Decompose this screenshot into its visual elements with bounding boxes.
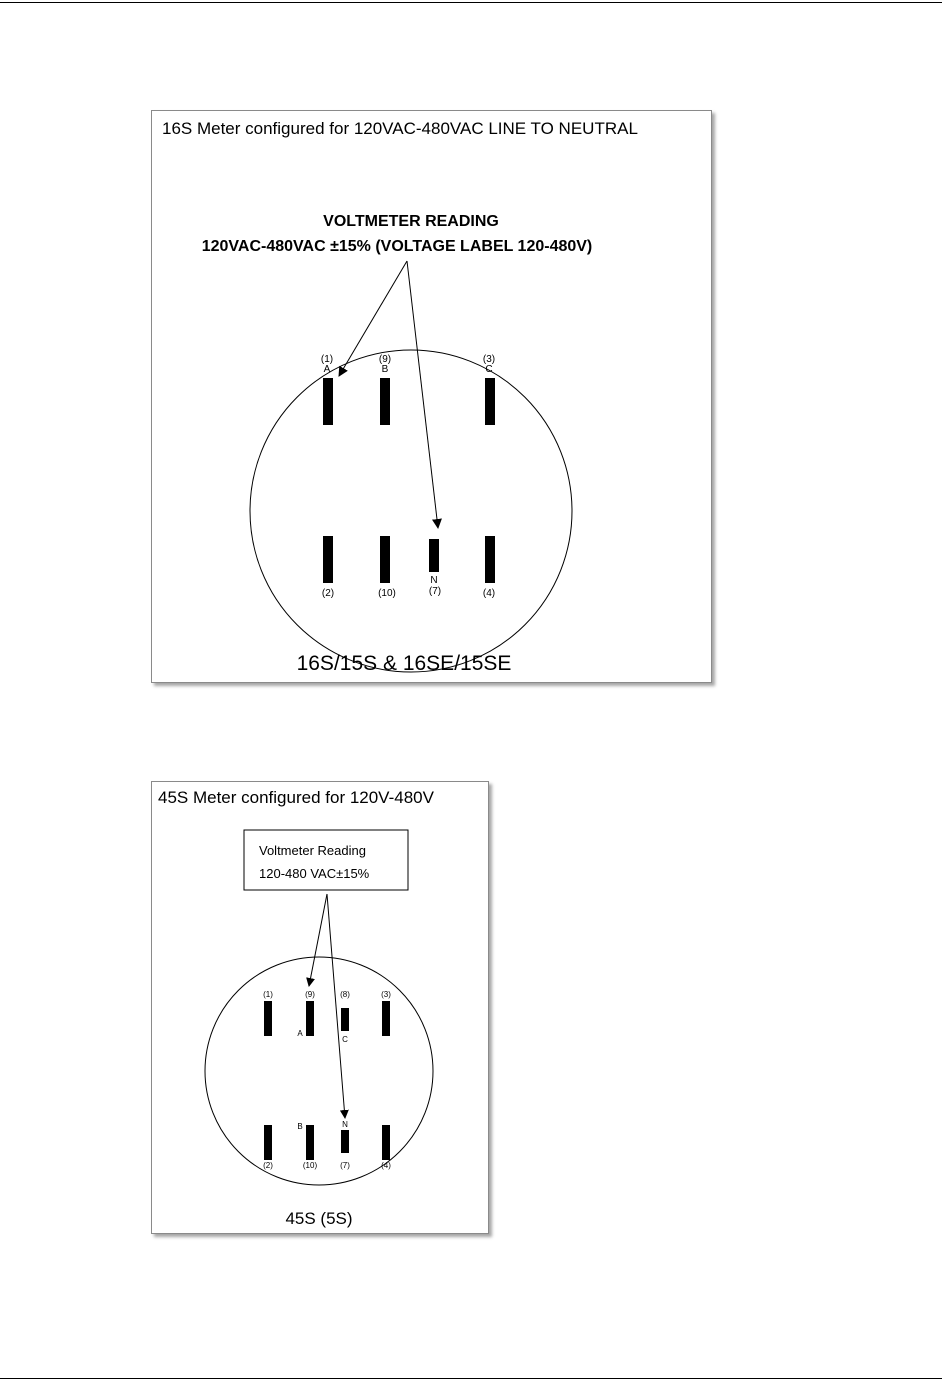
terminal-4-blade (382, 1125, 390, 1160)
terminal-10-blade (380, 536, 390, 583)
terminal-9-number: (9) (305, 990, 315, 999)
meter-socket-circle (205, 957, 433, 1185)
diagram-16s-title: 16S Meter configured for 120VAC-480VAC LINE TO NEUTRAL (162, 119, 638, 138)
voltmeter-reading-label: Voltmeter Reading (259, 843, 366, 858)
terminal-3-number: (3) (381, 990, 391, 999)
diagram-45s-title: 45S Meter configured for 120V-480V (158, 788, 434, 807)
arrow-to-terminal-n (327, 894, 345, 1118)
terminal-3-blade (382, 1001, 390, 1036)
arrow-to-terminal-a (339, 261, 407, 376)
terminal-9-letter: B (381, 364, 389, 375)
terminal-7-letter: N (430, 575, 438, 586)
terminal-4-blade (485, 536, 495, 583)
top-rule (0, 2, 942, 3)
diagram-16s-svg (152, 111, 711, 682)
bottom-rule (0, 1378, 942, 1379)
terminal-8-number: (8) (340, 990, 350, 999)
terminal-2-number: (2) (263, 1161, 273, 1170)
terminal-2-blade (264, 1125, 272, 1160)
meter-socket-circle (250, 350, 572, 672)
terminal-1-number: (1) (320, 354, 334, 365)
arrow-to-terminal-n (407, 261, 438, 528)
diagram-45s-svg (152, 782, 488, 1233)
terminal-7-blade (429, 539, 439, 572)
terminal-1-blade (323, 378, 333, 425)
terminal-7-number: (7) (340, 1161, 350, 1170)
voltmeter-reading-box (244, 830, 408, 890)
terminal-10-number: (10) (378, 588, 396, 599)
terminal-10-letter: B (297, 1122, 303, 1131)
voltmeter-reading-value: 120-480 VAC±15% (259, 866, 370, 881)
terminal-9-blade (306, 1001, 314, 1036)
terminal-1-blade (264, 1001, 272, 1036)
terminal-2-number: (2) (321, 588, 335, 599)
diagram-45s-caption: 45S (5S) (285, 1209, 353, 1228)
terminal-1-number: (1) (263, 990, 273, 999)
terminal-4-number: (4) (381, 1161, 391, 1170)
terminal-8-blade (341, 1008, 349, 1031)
terminal-3-letter: C (485, 364, 493, 375)
voltmeter-reading-heading: VOLTMETER READING (323, 213, 499, 230)
terminal-9-blade (380, 378, 390, 425)
terminal-7-letter: N (342, 1120, 348, 1129)
terminal-8-letter: C (342, 1035, 348, 1044)
terminal-10-blade (306, 1125, 314, 1160)
diagram-45s-panel (151, 781, 489, 1234)
terminal-9-letter: A (297, 1029, 303, 1038)
terminal-7-number: (7) (428, 586, 442, 597)
voltmeter-reading-range: 120VAC-480VAC ±15% (VOLTAGE LABEL 120-480V) (201, 238, 593, 255)
arrow-to-terminal-a (309, 894, 327, 986)
terminal-4-number: (4) (482, 588, 496, 599)
terminal-3-number: (3) (482, 354, 496, 365)
terminal-10-number: (10) (302, 1161, 318, 1170)
terminal-9-number: (9) (378, 354, 392, 365)
diagram-16s-panel (151, 110, 712, 683)
terminal-3-blade (485, 378, 495, 425)
diagram-16s-caption: 16S/15S & 16SE/15SE (296, 652, 512, 675)
terminal-7-blade (341, 1130, 349, 1153)
terminal-1-letter: A (323, 364, 331, 375)
terminal-2-blade (323, 536, 333, 583)
